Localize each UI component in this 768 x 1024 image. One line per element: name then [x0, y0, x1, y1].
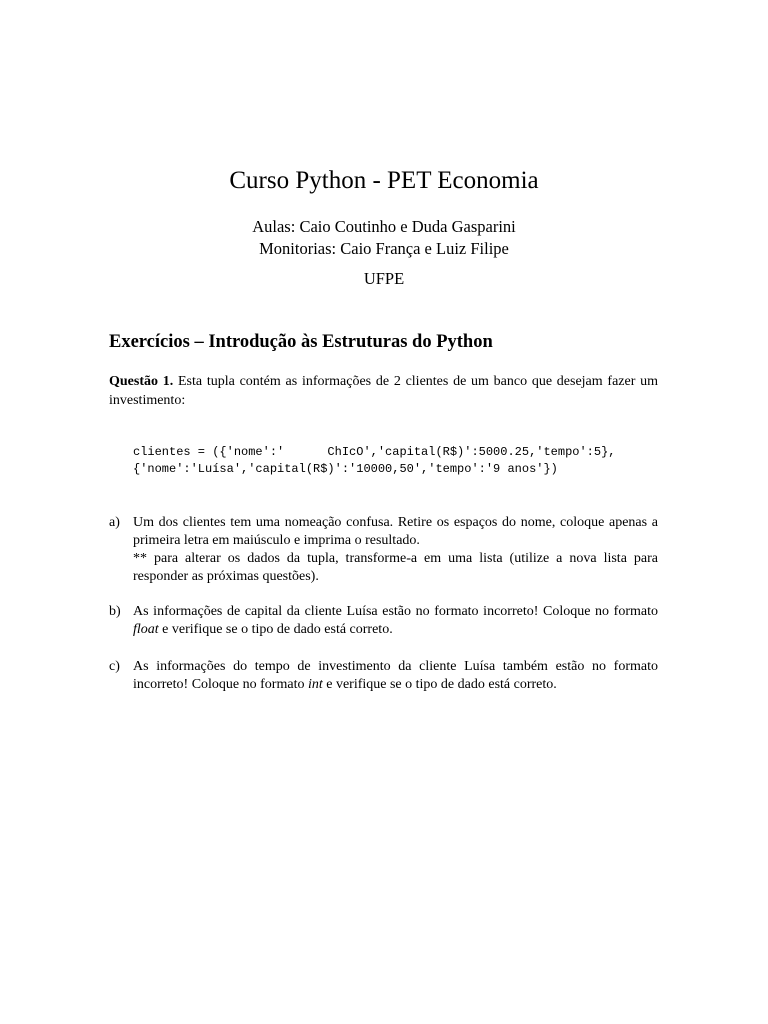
item-c [109, 658, 658, 694]
monitorias-line: Monitorias: Caio França e Luiz Filipe [259, 239, 509, 258]
item-b-text-emphasis: float [133, 622, 159, 637]
item-a-note: ** para alterar os dados da tupla, transforme-a em uma lista (utilize a nova lista para responder as próximas questões). [133, 551, 658, 584]
item-c-text-emphasis: int [307, 677, 323, 692]
item-c-marker: c) [109, 659, 120, 674]
code-line-1: clientes = ({'nome':' ChIcO','capital(R$)':5000.25,'tempo':5}, [133, 445, 616, 459]
section-title: Exercícios – Introdução às Estruturas do Python [109, 332, 493, 352]
item-a [109, 514, 658, 586]
item-b-marker: b) [109, 604, 121, 619]
item-b-text [133, 603, 658, 639]
item-a-marker: a) [109, 515, 120, 530]
item-b-text-before: As informações de capital da cliente Luísa estão no formato incorreto! Coloque no formato [133, 604, 658, 619]
item-c-text [133, 658, 658, 694]
item-a-text: Um dos clientes tem uma nomeação confusa. Retire os espaços do nome, coloque apenas a primeira letra em maiúsculo e imprima o resultado. [133, 515, 658, 548]
code-line-2: {'nome':'Luísa','capital(R$)':'10000,50','tempo':'9 anos'}) [133, 462, 558, 476]
question-1-label: Questão 1. [109, 374, 174, 389]
authors-block [0, 216, 768, 260]
item-b [109, 603, 658, 639]
item-b-text-after: e verifique se o tipo de dado está correto. [158, 622, 393, 637]
institution: UFPE [363, 269, 405, 288]
code-block [133, 444, 615, 478]
aulas-line: Aulas: Caio Coutinho e Duda Gasparini [252, 217, 516, 236]
item-c-text-before: As informações do tempo de investimento da cliente Luísa também estão no formato incorreto! Coloque no formato [133, 659, 658, 692]
document-title: Curso Python - PET Economia [229, 167, 539, 194]
item-c-text-after: e verifique se o tipo de dado está correto. [322, 677, 557, 692]
question-1-text: Esta tupla contém as informações de 2 clientes de um banco que desejam fazer um investimento: [109, 374, 659, 408]
question-1 [109, 372, 658, 410]
